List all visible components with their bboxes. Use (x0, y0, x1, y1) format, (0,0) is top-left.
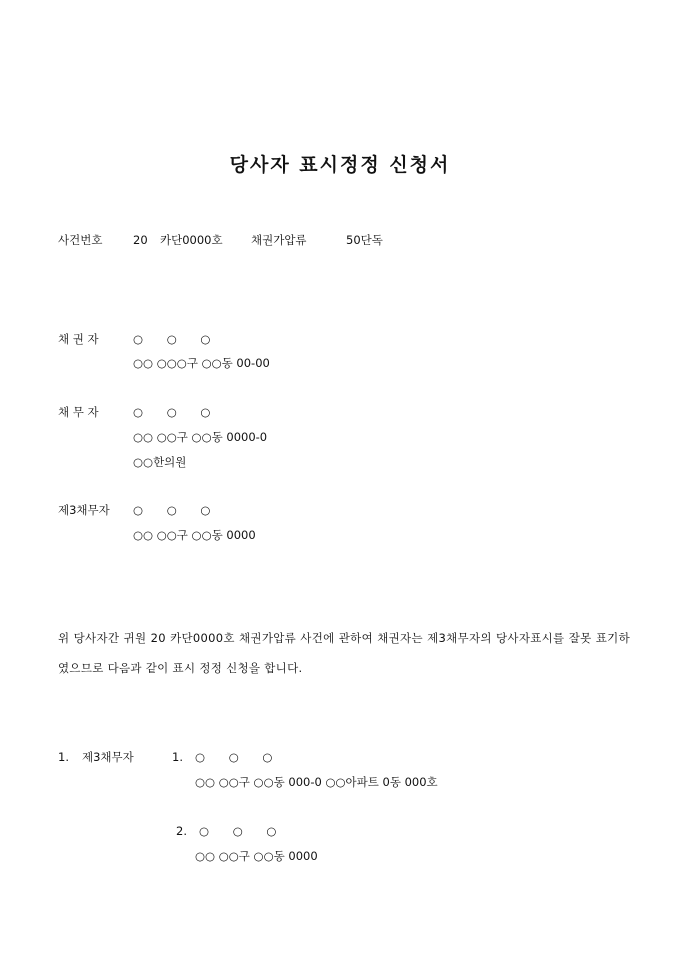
case-division: 50단독 (346, 233, 383, 247)
debtor-address: ○○ ○○구 ○○동 0000-0 (133, 430, 268, 444)
correction-item-2-name: ○ ○ ○ (199, 824, 277, 838)
third-debtor-name: ○ ○ ○ (133, 503, 211, 517)
case-number: 카단0000호 (160, 233, 223, 247)
creditor-label: 채 권 자 (58, 332, 99, 346)
correction-item-1-number: 1. (172, 750, 183, 764)
creditor-address: ○○ ○○○구 ○○동 00-00 (133, 356, 270, 370)
debtor-name: ○ ○ ○ (133, 405, 211, 419)
case-year: 20 (133, 233, 148, 247)
correction-label: 제3채무자 (82, 750, 134, 764)
debtor-business: ○○한의원 (133, 455, 187, 469)
creditor-name: ○ ○ ○ (133, 332, 211, 346)
correction-item-2-address: ○○ ○○구 ○○동 0000 (195, 849, 318, 863)
third-debtor-label: 제3채무자 (58, 503, 110, 517)
correction-number: 1. (58, 750, 69, 764)
debtor-label: 채 무 자 (58, 405, 99, 419)
correction-item-1-address: ○○ ○○구 ○○동 000-0 ○○아파트 0동 000호 (195, 775, 438, 789)
document-title: 당사자 표시정정 신청서 (229, 154, 451, 176)
request-paragraph: 위 당사자간 귀원 20 카단0000호 채권가압류 사건에 관하여 채권자는 제3채무자의 당사자표시를 잘못 표기하였으므로 다음과 같이 표시 정정 신청을 합니다. (58, 631, 630, 675)
third-debtor-address: ○○ ○○구 ○○동 0000 (133, 528, 256, 542)
case-type: 채권가압류 (251, 233, 307, 247)
case-number-label: 사건번호 (58, 233, 103, 247)
correction-item-2-number: 2. (176, 824, 187, 838)
correction-item-1-name: ○ ○ ○ (195, 750, 273, 764)
